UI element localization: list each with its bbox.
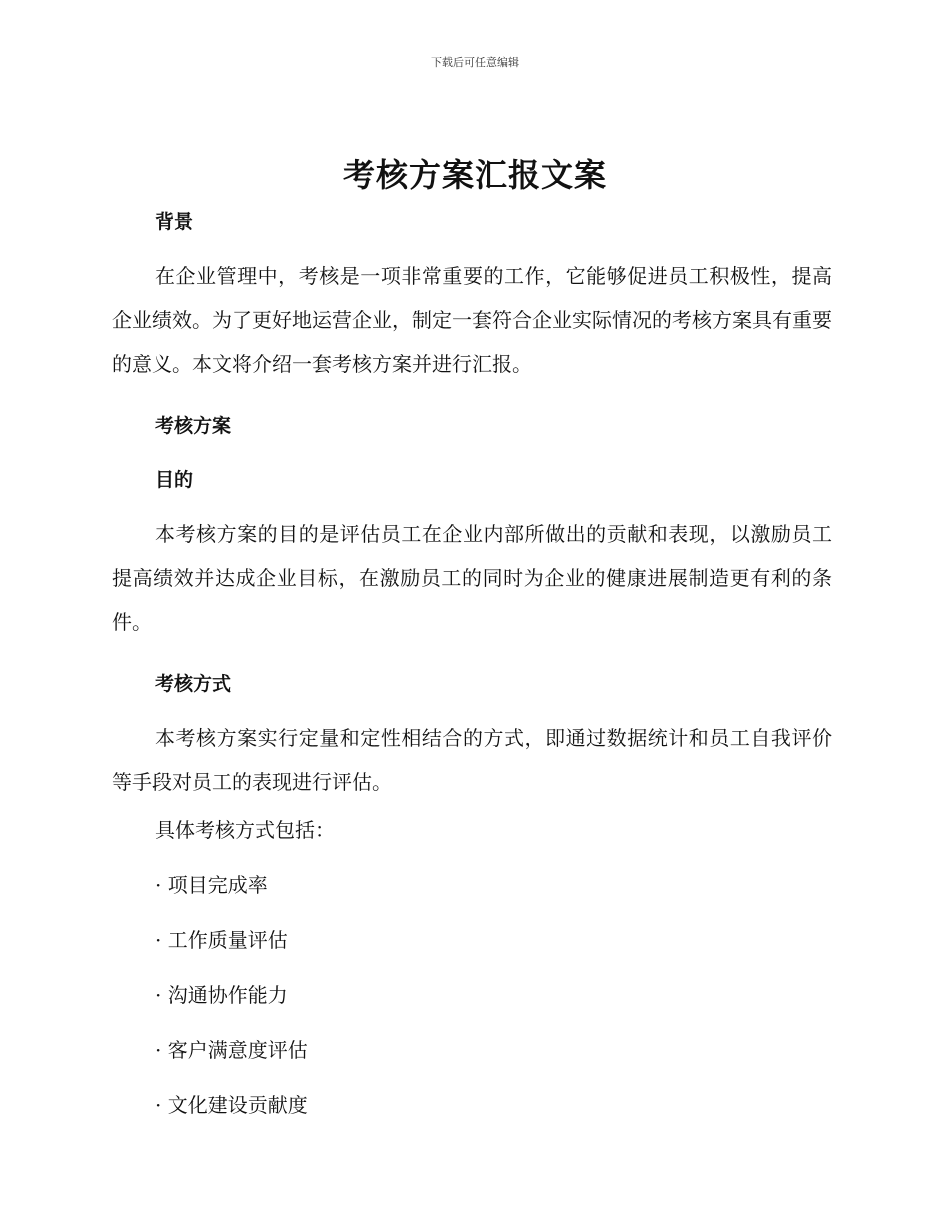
list-item: · 工作质量评估 bbox=[155, 928, 288, 952]
section-heading-goal: 目的 bbox=[155, 469, 194, 491]
list-item: · 项目完成率 bbox=[155, 873, 268, 897]
list-item: · 沟通协作能力 bbox=[155, 983, 288, 1007]
section-heading-background: 背景 bbox=[155, 211, 194, 233]
document-title: 考核方案汇报文案 bbox=[342, 156, 607, 194]
method-paragraph: 本考核方案实行定量和定性相结合的方式，即通过数据统计和员工自我评价等手段对员工的表现进行评估。 bbox=[112, 726, 832, 794]
goal-paragraph: 本考核方案的目的是评估员工在企业内部所做出的贡献和表现，以激励员工提高绩效并达成企业目标，在激励员工的同时为企业的健康进展制造更有利的条件。 bbox=[112, 522, 832, 634]
section-heading-method: 考核方式 bbox=[155, 673, 232, 695]
section-heading-plan: 考核方案 bbox=[155, 415, 232, 437]
header-note: 下载后可任意编辑 bbox=[431, 56, 519, 69]
background-paragraph: 在企业管理中，考核是一项非常重要的工作，它能够促进员工积极性，提高企业绩效。为了更好地运营企业，制定一套符合企业实际情况的考核方案具有重要的意义。本文将介绍一套考核方案并进行汇报。 bbox=[112, 264, 832, 376]
method-list-intro: 具体考核方式包括： bbox=[155, 818, 335, 842]
document-body bbox=[112, 200, 832, 1119]
method-list bbox=[112, 871, 832, 1119]
list-item: · 文化建设贡献度 bbox=[155, 1093, 308, 1117]
list-item: · 客户满意度评估 bbox=[155, 1038, 308, 1062]
